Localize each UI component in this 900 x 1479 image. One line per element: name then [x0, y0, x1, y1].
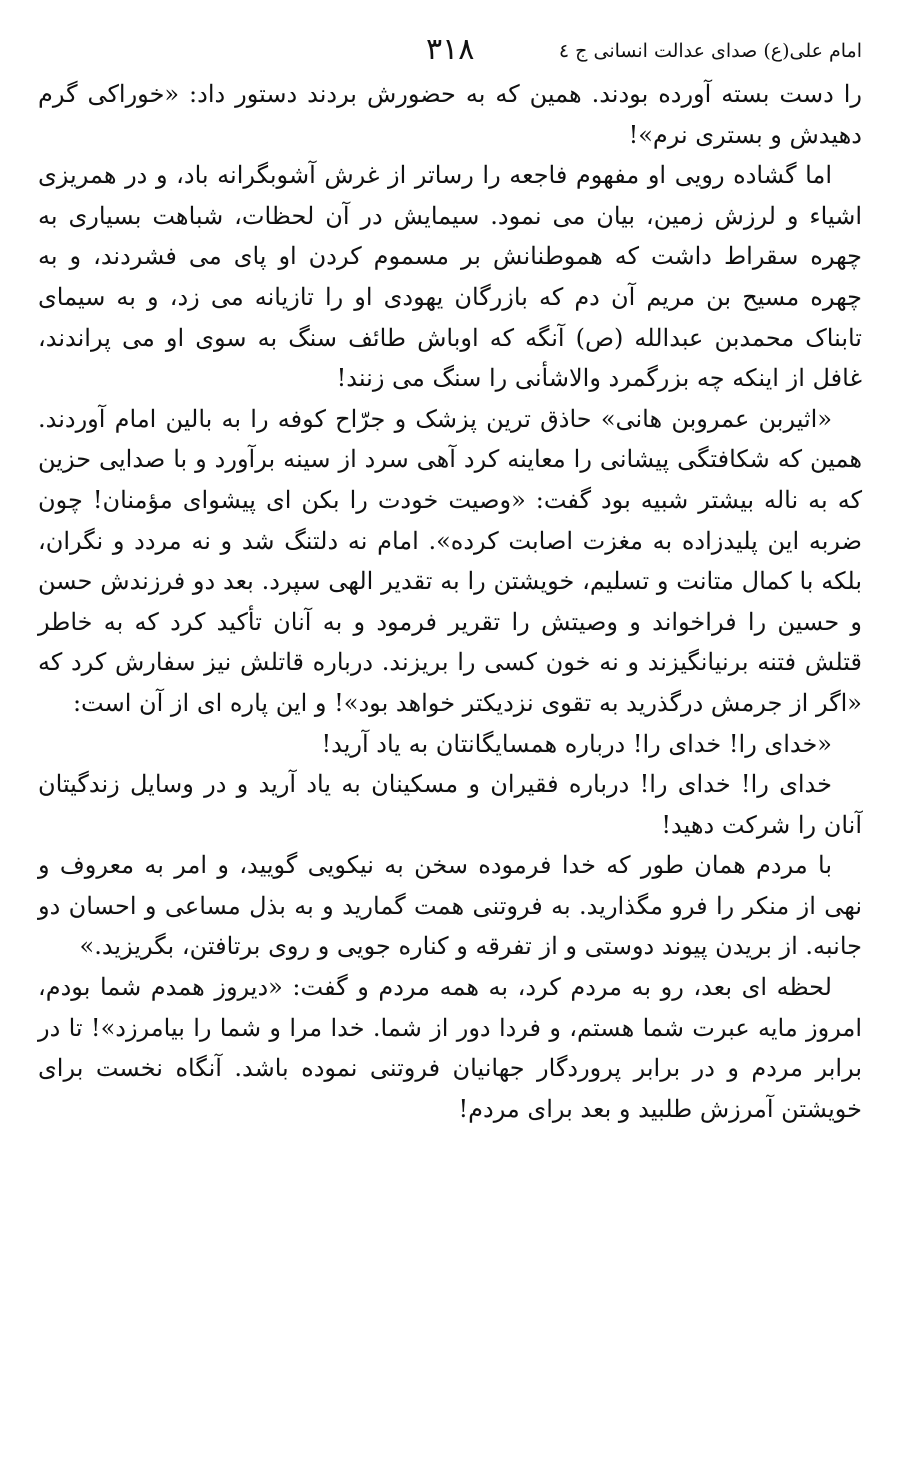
- running-title: امام علی(ع) صدای عدالت انسانی ج ٤: [558, 40, 862, 62]
- paragraph-quote-poor: خدای را! خدای را! درباره فقیران و مسکینان به یاد آرید و در وسایل زندگیتان آنان را شرکت دهید!: [38, 770, 862, 839]
- paragraph-physician: «اثیربن عمروبن هانی» حاذق ترین پزشک و جرّاح کوفه را به بالین امام آوردند. همین که شکافتگی پیشانی را معاینه کرد آهی سرد از سینه برآورد و با صدایی حزین که به ناله بیشتر شبیه بود گفت: «وصیت خودت را بکن ای پیشوای مؤمنان! چون ضربه این پلیدزاده به مغزت اصابت کرده». امام نه دلتنگ شد و نه مردد و نگران، بلکه با کمال متانت و تسلیم، خویشتن را به تقدیر الهی سپرد. بعد دو فرزندش حسن و حسین را فراخواند و وصیتش را تقریر فرمود و به آنان تأکید کرد که به خاطر قتلش فتنه برنیانگیزند و نه خون کسی را بریزند. درباره قاتلش نیز سفارش کرد که «اگر از جرمش درگذرید به تقوی نزدیکتر خواهد بود»! و این پاره ای از آن است:: [38, 404, 863, 717]
- paragraph-continuation: را دست بسته آورده بودند. همین که به حضورش بردند دستور داد: «خوراکی گرم دهیدش و بستری نرم»!: [38, 80, 862, 149]
- body-text: [38, 74, 862, 1129]
- paragraph-quote-people: با مردم همان طور که خدا فرموده سخن به نیکویی گویید، و امر به معروف و نهی از منکر را فرو مگذارید. به فروتنی همت گمارید و به بذل مساعی و احسان دو جانبه. از بریدن پیوند دوستی و از تفرقه و کناره جویی و روی برتافتن، بگریزید.»: [38, 851, 862, 961]
- book-page: [38, 30, 862, 1129]
- page-number: ٣١٨: [426, 32, 475, 67]
- paragraph-farewell: لحظه ای بعد، رو به مردم کرد، به همه مردم و گفت: «دیروز همدم شما بودم، امروز مایه عبرت شما هستم، و فردا دور از شما. خدا مرا و شما را بیامرزد»! تا در برابر مردم و در برابر پروردگار جهانیان فروتنی نموده باشد. آنگاه نخست برای خویشتن آمرزش طلبید و بعد برای مردم!: [38, 973, 862, 1123]
- paragraph-quote-neighbors: «خدای را! خدای را! درباره همسایگانتان به یاد آرید!: [321, 729, 832, 758]
- page-header: [38, 30, 862, 74]
- paragraph-description: اما گشاده رویی او مفهوم فاجعه را رساتر از غرش آشوبگرانه باد، و در همریزی اشیاء و لرزش زمین، بیان می نمود. سیمایش در آن لحظات، شباهت بسیاری به چهره سقراط داشت که هموطنانش بر مسموم کردن او پای می فشردند، و به چهره مسیح بن مریم آن دم که بازرگان یهودی او را تازیانه می زد، و به سیمای تابناک محمدبن عبدالله (ص) آنگه که اوباش طائف سنگ به سوی او می پراندند، غافل از اینکه چه بزرگمرد والاشأنی را سنگ می زنند!: [38, 161, 862, 393]
